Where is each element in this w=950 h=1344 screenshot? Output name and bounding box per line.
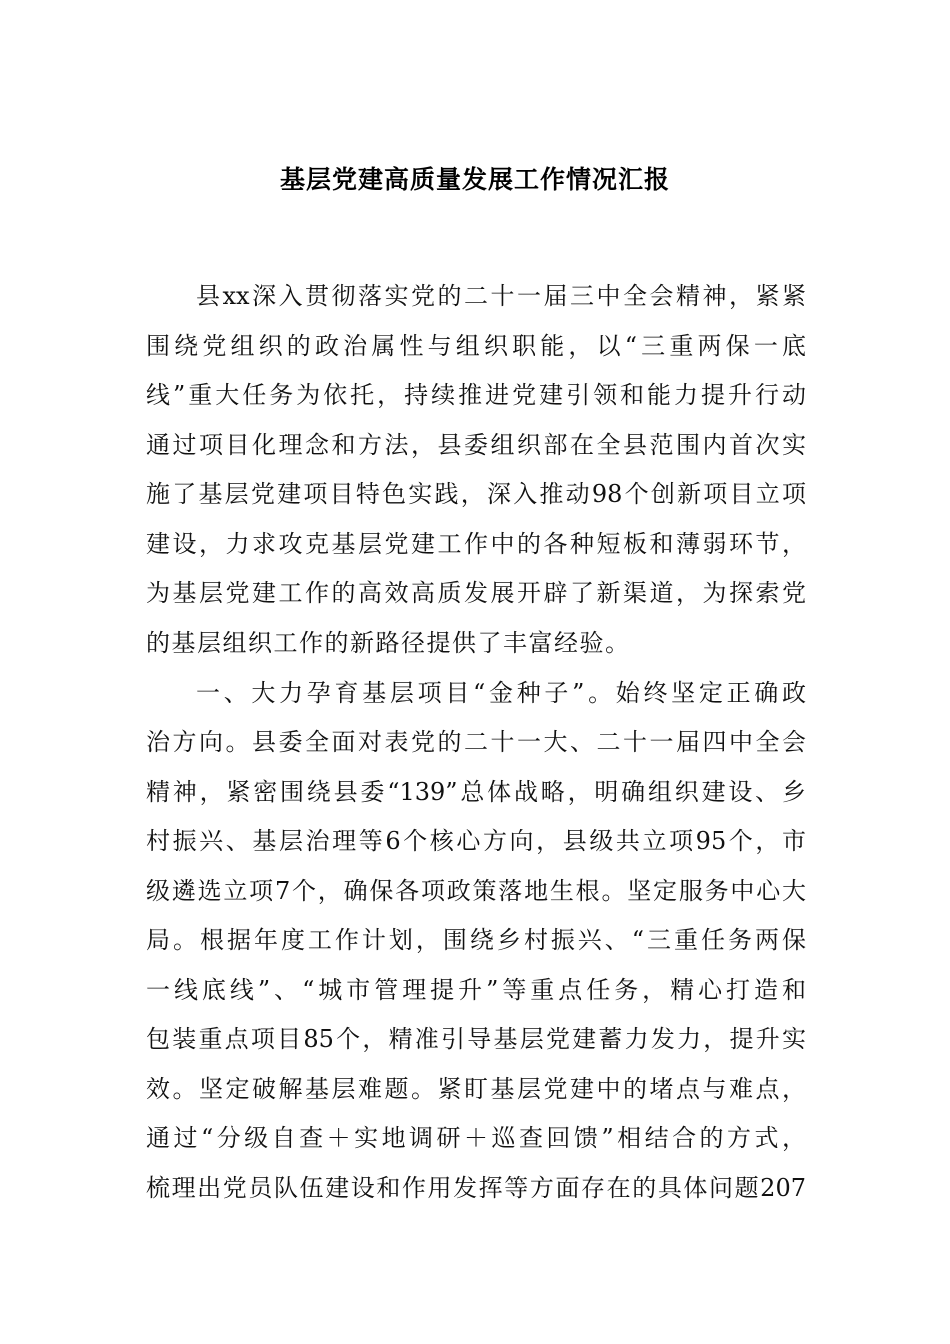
paragraph-line: 效。坚定破解基层难题。紧盯基层党建中的堵点与难点，	[146, 1075, 806, 1103]
paragraph-line: 围绕党组织的政治属性与组织职能，以“三重两保一底	[146, 332, 806, 360]
paragraph-line: 级遴选立项7个，确保各项政策落地生根。坚定服务中心大	[146, 877, 806, 905]
paragraph-line: 建设，力求攻克基层党建工作中的各种短板和薄弱环节，	[146, 530, 806, 558]
paragraph-line: 包装重点项目85个，精准引导基层党建蓄力发力，提升实	[146, 1025, 806, 1053]
paragraph-line: 为基层党建工作的高效高质发展开辟了新渠道，为探索党	[146, 579, 806, 607]
paragraph-line: 梳理出党员队伍建设和作用发挥等方面存在的具体问题207	[146, 1174, 806, 1202]
paragraph-line: 一、大力孕育基层项目“金种子”。始终坚定正确政	[196, 679, 806, 707]
paragraph-line: 施了基层党建项目特色实践，深入推动98个创新项目立项	[146, 480, 806, 508]
paragraph-line: 村振兴、基层治理等6个核心方向，县级共立项95个，市	[146, 827, 806, 855]
paragraph-line: 治方向。县委全面对表党的二十一大、二十一届四中全会	[146, 728, 806, 756]
paragraph-line: 一线底线”、“城市管理提升”等重点任务，精心打造和	[146, 976, 806, 1004]
paragraph-line: 局。根据年度工作计划，围绕乡村振兴、“三重任务两保	[146, 926, 806, 954]
document-title: 基层党建高质量发展工作情况汇报	[279, 165, 670, 194]
paragraph-line: 精神，紧密围绕县委“139”总体战略，明确组织建设、乡	[146, 778, 806, 806]
paragraph-line: 线”重大任务为依托，持续推进党建引领和能力提升行动	[146, 381, 806, 409]
paragraph-line: 县xx深入贯彻落实党的二十一届三中全会精神，紧紧	[196, 282, 806, 310]
paragraph-line: 的基层组织工作的新路径提供了丰富经验。	[146, 629, 631, 657]
paragraph-line: 通过项目化理念和方法，县委组织部在全县范围内首次实	[146, 431, 806, 459]
paragraph-line: 通过“分级自查＋实地调研＋巡查回馈”相结合的方式，	[146, 1124, 806, 1152]
